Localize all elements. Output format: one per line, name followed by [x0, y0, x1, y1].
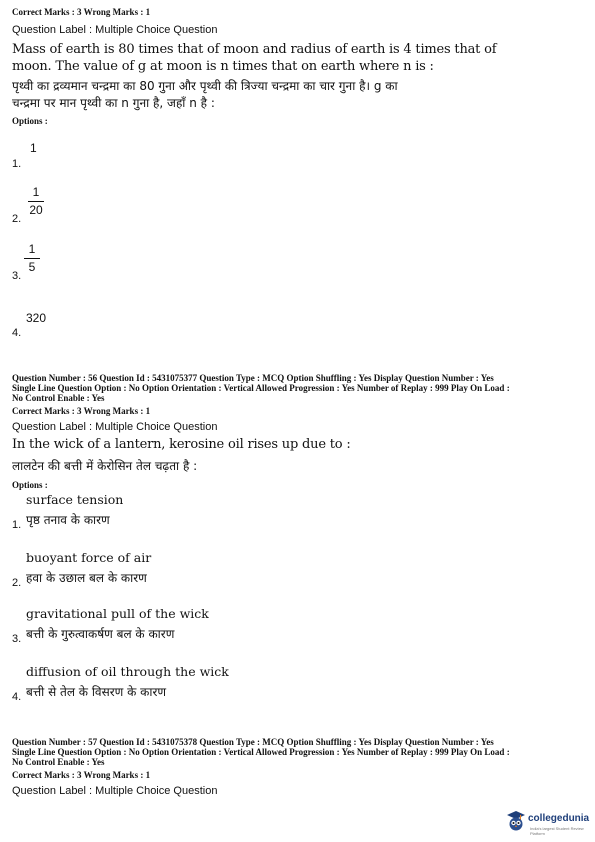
q56-marks: Correct Marks : 3 Wrong Marks : 1 [12, 406, 151, 416]
q56-options-label: Options : [12, 480, 48, 490]
q55-marks: Correct Marks : 3 Wrong Marks : 1 [12, 7, 151, 17]
q57-meta-line3: No Control Enable : Yes [12, 757, 105, 767]
numerator: 1 [32, 185, 40, 199]
q55-option-2-fraction [24, 186, 48, 217]
q56-option-4-hi: बत्ती से तेल के विसरण के कारण [26, 685, 167, 699]
q56-option-2-en: buoyant force of air [26, 550, 152, 565]
q56-option-2-hi: हवा के उछाल बल के कारण [26, 571, 147, 585]
q56-option-2-number[interactable]: 2. [12, 577, 22, 589]
q55-option-4-value: 320 [26, 311, 47, 325]
q55-question-label: Question Label : Multiple Choice Question [12, 24, 218, 36]
q56-option-3-number[interactable]: 3. [12, 633, 22, 645]
q56-option-3-en: gravitational pull of the wick [26, 606, 209, 621]
fraction-bar [24, 258, 40, 259]
q55-options-label: Options : [12, 116, 48, 126]
q55-hindi-line2: चन्द्रमा पर मान पृथ्वी का n गुना है, जहाँ n है : [12, 96, 215, 110]
q56-meta-line1: Question Number : 56 Question Id : 5431075377 Question Type : MCQ Option Shuffling : Yes Display Question Number : Yes [12, 373, 494, 383]
q57-meta-line2: Single Line Question Option : No Option Orientation : Vertical Allowed Progression : Yes Number of Replay : 999 Play On Load : [12, 747, 510, 757]
fraction-bar [28, 201, 44, 202]
q57-question-label: Question Label : Multiple Choice Question [12, 785, 218, 797]
q57-meta-line1: Question Number : 57 Question Id : 5431075378 Question Type : MCQ Option Shuffling : Yes Display Question Number : Yes [12, 737, 494, 747]
denominator: 5 [28, 260, 36, 274]
q57-marks: Correct Marks : 3 Wrong Marks : 1 [12, 770, 151, 780]
logo-tagline: India's largest Student Review Platform [530, 826, 584, 836]
q55-option-1-number[interactable]: 1. [12, 158, 22, 170]
q56-option-3-hi: बत्ती के गुरुत्वाकर्षण बल के कारण [26, 627, 175, 641]
q55-option-2-number[interactable]: 2. [12, 213, 22, 225]
q56-text: In the wick of a lantern, kerosine oil rises up due to : [12, 437, 351, 452]
q56-question-label: Question Label : Multiple Choice Question [12, 421, 218, 433]
q56-hindi: लालटेन की बत्ती में केरोसिन तेल चढ़ता है : [12, 459, 198, 473]
q56-option-1-hi: पृष्ठ तनाव के कारण [26, 513, 110, 527]
q55-text-line1: Mass of earth is 80 times that of moon and radius of earth is 4 times that of [12, 42, 497, 57]
q55-option-3-fraction [20, 243, 44, 274]
q55-option-1-value: 1 [30, 141, 37, 155]
q55-hindi-line1: पृथ्वी का द्रव्यमान चन्द्रमा का 80 गुना और पृथ्वी की त्रिज्या चन्द्रमा का चार गुना है। g का [12, 79, 398, 93]
logo-wordmark: collegedunia [528, 813, 590, 824]
q56-option-1-number[interactable]: 1. [12, 519, 22, 531]
q56-meta-line2: Single Line Question Option : No Option Orientation : Vertical Allowed Progression : Yes Number of Replay : 999 Play On Load : [12, 383, 510, 393]
q55-option-4-number[interactable]: 4. [12, 327, 22, 339]
numerator: 1 [28, 242, 36, 256]
q55-text-line2: moon. The value of g at moon is n times that on earth where n is : [12, 59, 434, 74]
denominator: 20 [29, 203, 43, 217]
q56-option-4-number[interactable]: 4. [12, 691, 22, 703]
q56-option-4-en: diffusion of oil through the wick [26, 664, 229, 679]
collegedunia-logo [506, 810, 592, 836]
q55-option-3-number[interactable]: 3. [12, 270, 22, 282]
q56-option-1-en: surface tension [26, 492, 124, 507]
q56-meta-line3: No Control Enable : Yes [12, 393, 105, 403]
graduate-owl-icon [506, 810, 526, 832]
